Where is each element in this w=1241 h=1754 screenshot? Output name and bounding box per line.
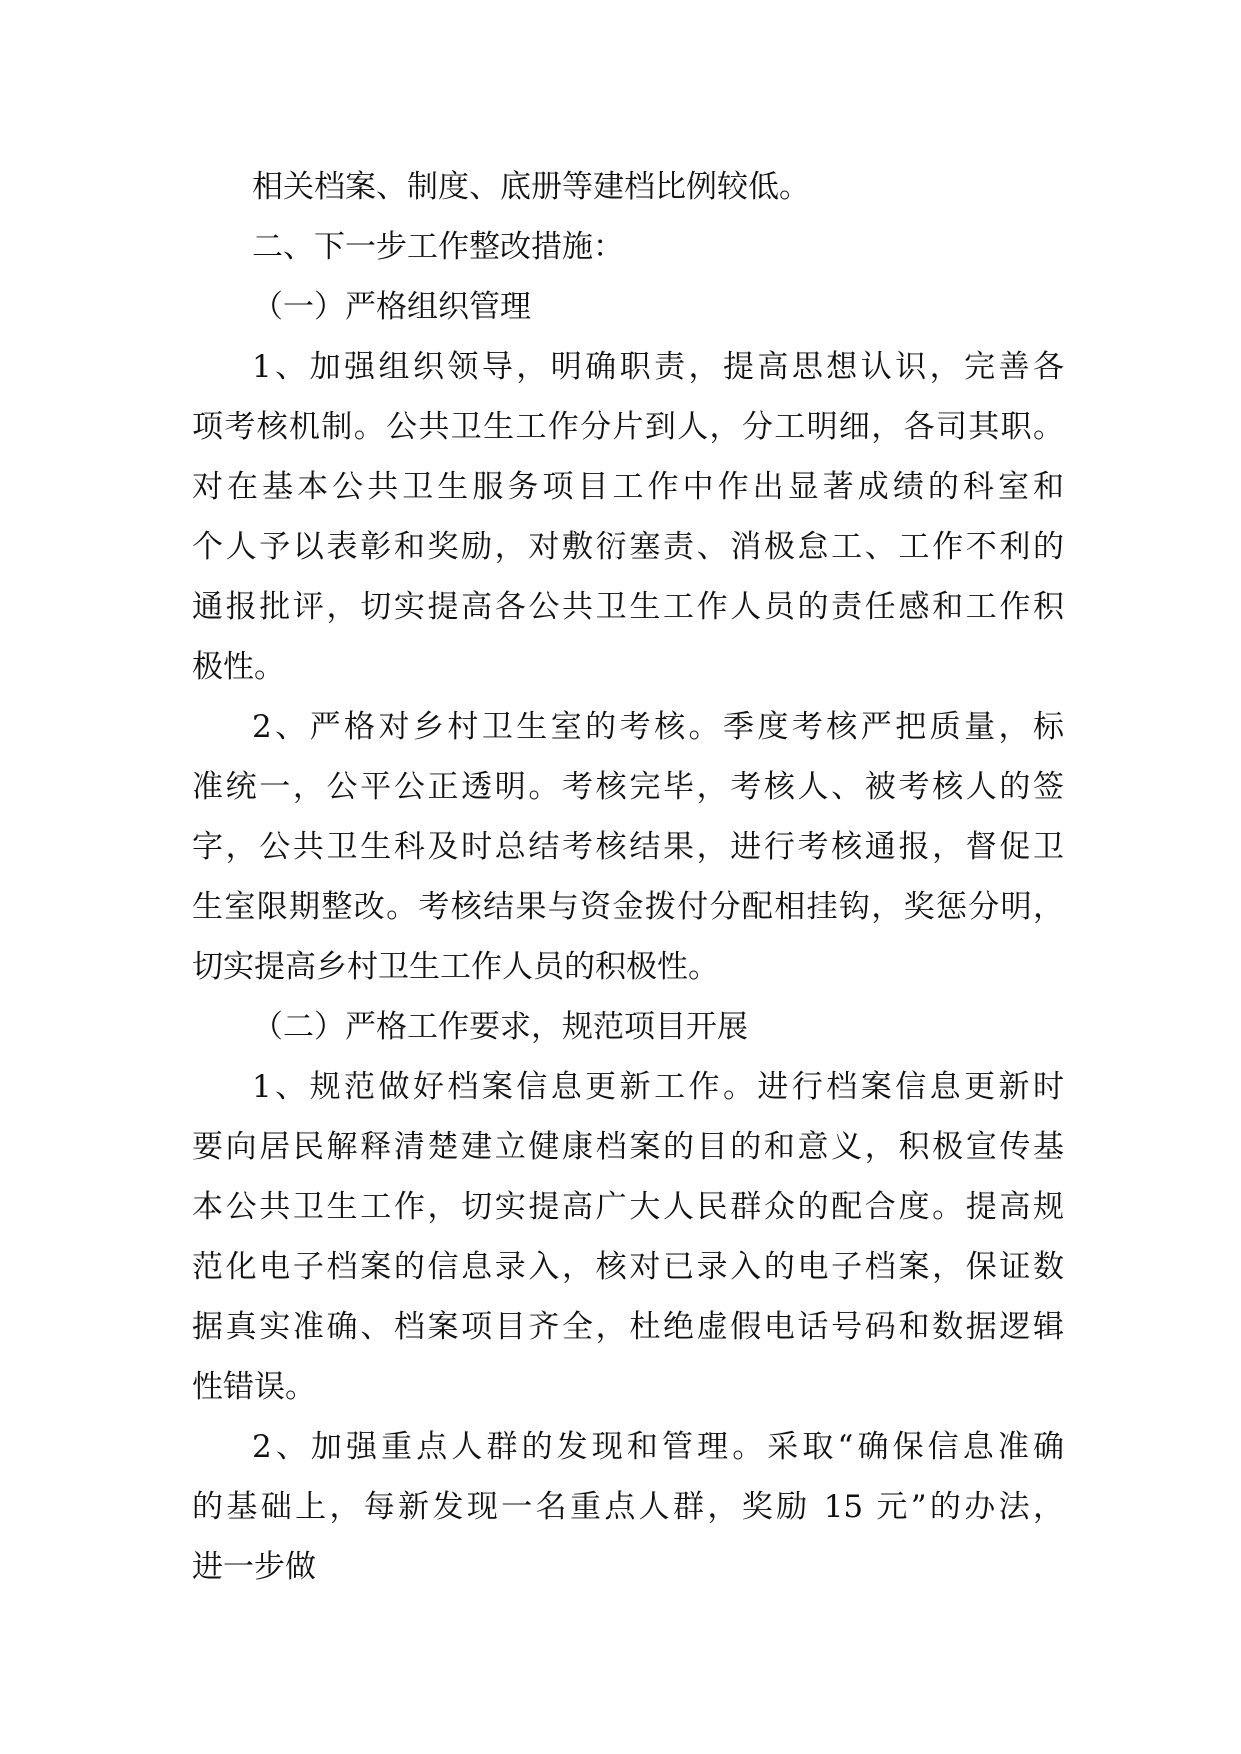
paragraph-line: 1、规范做好档案信息更新工作。进行档案信息更新时 [252,1069,1064,1105]
paragraph-line: 生室限期整改。考核结果与资金拨付分配相挂钩，奖惩分明， [192,889,1064,925]
paragraph-line: 1、加强组织领导，明确职责，提高思想认识，完善各 [252,349,1064,385]
paragraph-line: 对在基本公共卫生服务项目工作中作出显著成绩的科室和 [192,469,1064,505]
paragraph-line: 2、严格对乡村卫生室的考核。季度考核严把质量，标 [252,709,1064,745]
subsection-heading: （二）严格工作要求，规范项目开展 [252,1009,748,1045]
paragraph-line: 范化电子档案的信息录入，核对已录入的电子档案，保证数 [192,1249,1064,1285]
paragraph-line: 切实提高乡村卫生工作人员的积极性。 [192,949,719,985]
paragraph-line: 相关档案、制度、底册等建档比例较低。 [252,169,810,205]
paragraph-line: 性错误。 [192,1369,316,1405]
paragraph-line: 准统一，公平公正透明。考核完毕，考核人、被考核人的签 [192,769,1064,805]
paragraph-line: 通报批评，切实提高各公共卫生工作人员的责任感和工作积 [192,589,1064,625]
paragraph-line: 2、加强重点人群的发现和管理。采取“确保信息准确 [252,1429,1064,1465]
paragraph-line: 本公共卫生工作，切实提高广大人民群众的配合度。提高规 [192,1189,1064,1225]
paragraph-line: 要向居民解释清楚建立健康档案的目的和意义，积极宣传基 [192,1129,1064,1165]
paragraph-line: 字，公共卫生科及时总结考核结果，进行考核通报，督促卫 [192,829,1064,865]
paragraph-line: 据真实准确、档案项目齐全，杜绝虚假电话号码和数据逻辑 [192,1309,1064,1345]
paragraph-line: 进一步做 [192,1549,316,1585]
paragraph-line: 的基础上，每新发现一名重点人群，奖励 15 元”的办法， [192,1489,1064,1525]
paragraph-line: 项考核机制。公共卫生工作分片到人，分工明细，各司其职。 [192,409,1064,445]
paragraph-line: 个人予以表彰和奖励，对敷衍塞责、消极怠工、工作不利的 [192,529,1064,565]
paragraph-line: 极性。 [192,649,285,685]
section-heading: 二、下一步工作整改措施： [252,229,624,265]
subsection-heading: （一）严格组织管理 [252,289,531,325]
